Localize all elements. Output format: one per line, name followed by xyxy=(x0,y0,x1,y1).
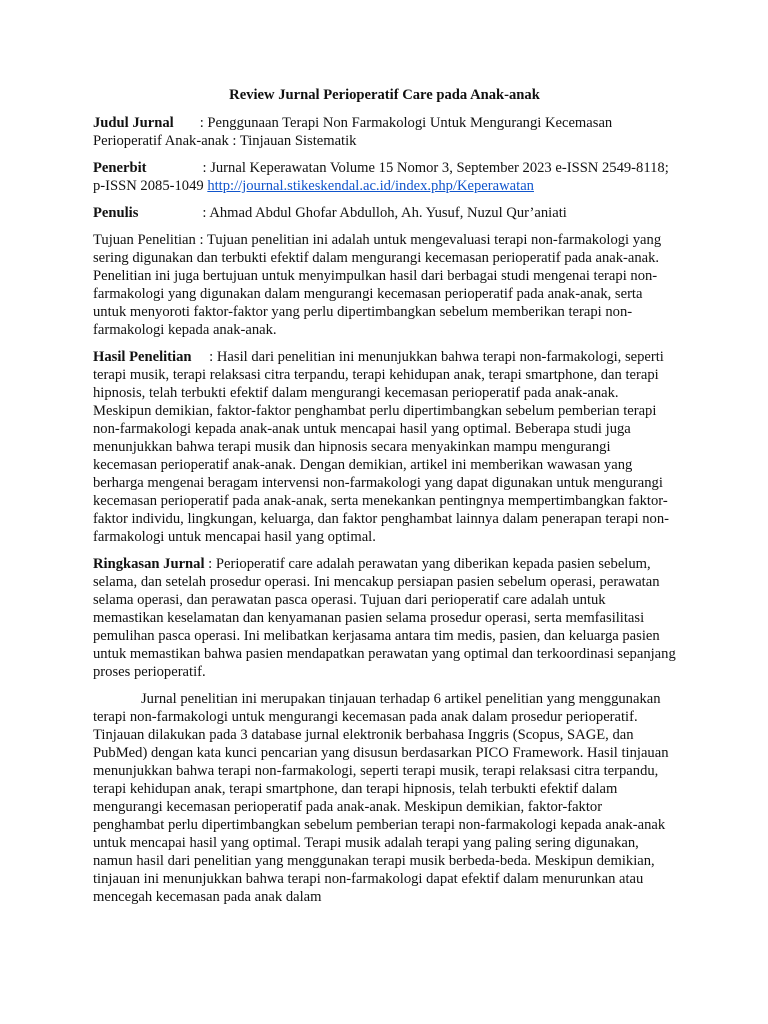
journal-link[interactable]: http://journal.stikeskendal.ac.id/index.php/Keperawatan xyxy=(207,178,534,194)
body-paragraph: Jurnal penelitian ini merupakan tinjauan terhadap 6 artikel penelitian yang menggunakan terapi non-farmakologi untuk mengurangi kecemasan pada anak dalam prosedur perioperatif. Tinjauan dilakukan pada 3 database jurnal elektronik berbahasa Inggris (Scopus, SAGE, dan PubMed) dengan kata kunci pencarian yang disusun berdasarkan PICO Framework. Hasil tinjauan menunjukkan bahwa terapi non-farmakologi, seperti terapi musik, terapi relaksasi citra terpandu, terapi kehidupan anak, terapi smartphone, dan terapi hipnosis, telah terbukti efektif dalam mengurangi kecemasan perioperatif pada anak-anak. Meskipun demikian, faktor-faktor penghambat perlu dipertimbangkan sebelum pemberian terapi non-farmakologi kepada anak-anak untuk mencapai hasil yang optimal. Terapi musik adalah terapi yang paling sering digunakan, namun hasil dari penelitian yang menggunakan terapi musik berbeda-beda. Meskipun demikian, tinjauan ini menunjukkan bahwa terapi non-farmakologi dapat efektif dalam menurunkan atau mencegah kecemasan pada anak dalam xyxy=(93,691,669,905)
tujuan-row xyxy=(93,231,676,339)
tujuan-label: Tujuan Penelitian xyxy=(93,232,196,248)
tujuan-text: : Tujuan penelitian ini adalah untuk mengevaluasi terapi non-farmakologi yang sering digunakan dan terbukti efektif dalam mengurangi kecemasan perioperatif pada anak-anak. Penelitian ini juga bertujuan untuk menyimpulkan hasil dari berbagai studi mengenai terapi non-farmakologi yang digunakan dalam mengurangi kecemasan perioperatif pada anak-anak, serta untuk menyoroti faktor-faktor yang perlu dipertimbangkan sebelum memberikan terapi non-farmakologi kepada anak-anak. xyxy=(93,232,662,338)
judul-row xyxy=(93,114,676,150)
hasil-text: : Hasil dari penelitian ini menunjukkan bahwa terapi non-farmakologi, seperti terapi musik, terapi relaksasi citra terpandu, terapi kehidupan anak, terapi smartphone, dan terapi hipnosis, telah terbukti efektif dalam mengurangi kecemasan perioperatif pada anak-anak. Meskipun demikian, faktor-faktor penghambat perlu dipertimbangkan sebelum pemberian terapi non-farmakologi kepada anak-anak untuk mencapai hasil yang optimal. Beberapa studi juga menunjukkan bahwa terapi musik dan hipnosis secara menyakinkan mampu mengurangi kecemasan perioperatif anak-anak. Dengan demikian, artikel ini memberikan wawasan yang berharga mengenai beragam intervensi non-farmakologi yang dapat digunakan untuk mengurangi kecemasan perioperatif pada anak-anak, serta menekankan pentingnya mempertimbangkan faktor-faktor individu, lingkungan, keluarga, dan faktor penghambat lainnya dalam penerapan terapi non-farmakologi untuk mencapai hasil yang optimal. xyxy=(93,349,669,545)
hasil-row xyxy=(93,348,676,546)
ringkasan-row xyxy=(93,555,676,681)
penerbit-row xyxy=(93,159,676,195)
penerbit-text: : Jurnal Keperawatan Volume 15 Nomor 3, September 2023 e-ISSN 2549-8118; p-ISSN 2085-1049 xyxy=(93,160,669,194)
judul-text: : Penggunaan Terapi Non Farmakologi Untuk Mengurangi Kecemasan Perioperatif Anak-anak : Tinjauan Sistematik xyxy=(93,115,613,149)
ringkasan-text: : Perioperatif care adalah perawatan yang diberikan kepada pasien sebelum, selama, dan setelah prosedur operasi. Ini mencakup persiapan pasien sebelum operasi, perawatan selama operasi, dan perawatan pasca operasi. Tujuan dari perioperatif care adalah untuk memastikan keselamatan dan kenyamanan pasien selama prosedur operasi, serta memfasilitasi pemulihan pasca operasi. Ini melibatkan kerjasama antara tim medis, pasien, dan keluarga pasien untuk memastikan bahwa pasien mendapatkan perawatan yang optimal dan terkoordinasi sepanjang proses perioperatif. xyxy=(93,556,676,680)
ringkasan-label: Ringkasan Jurnal xyxy=(93,556,205,572)
penulis-text: : Ahmad Abdul Ghofar Abdulloh, Ah. Yusuf, Nuzul Qur’aniati xyxy=(202,205,567,221)
judul-label: Judul Jurnal xyxy=(93,115,174,131)
document-title: Review Jurnal Perioperatif Care pada Anak-anak xyxy=(229,87,540,103)
penulis-row xyxy=(93,204,676,222)
penulis-label: Penulis xyxy=(93,205,139,221)
hasil-label: Hasil Penelitian xyxy=(93,349,192,365)
penerbit-label: Penerbit xyxy=(93,160,147,176)
